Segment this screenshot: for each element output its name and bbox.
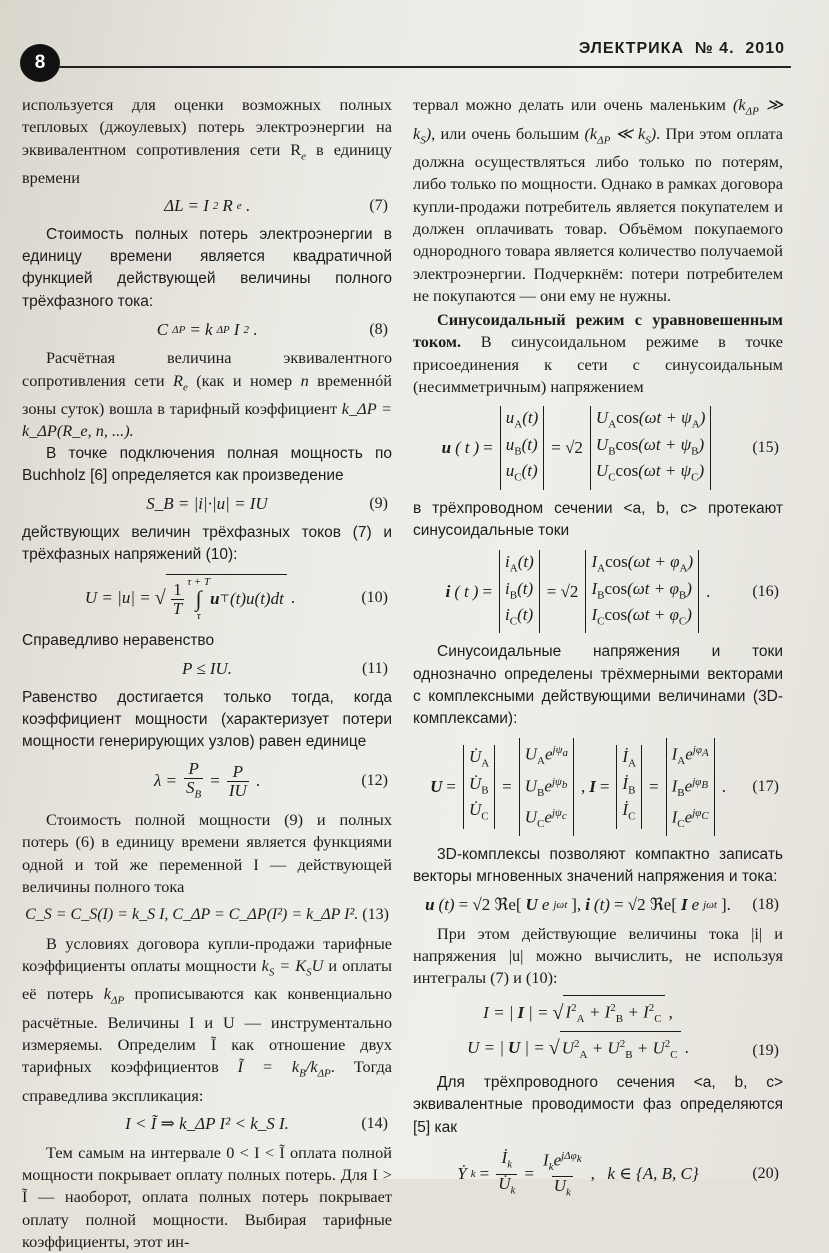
equation-20: Ẏ k = $\frac{İ_k}{U̇_k}$ = $\frac{I_ke^{j\Delta\varphi_k}}{U_k}$ , k ∈ {A, B, C} (20) xyxy=(413,1147,783,1201)
page-number-badge: 8 xyxy=(20,44,60,82)
paragraph: Равенство достигается только тогда, когда коэффициент мощности (характеризует потери мощности генерирующих узлов) равен единице xyxy=(22,688,392,751)
equation-11: P ≤ IU. (11) xyxy=(22,658,392,680)
header-rule xyxy=(58,66,791,68)
paragraph: тервал можно делать или очень маленьким ($k_{\Delta P}$ ≫ $k_S$), или очень большим ($k_{\Delta P}$ ≪ $k_S$). При этом оплата должна осуществляться либо только по потерям, либо только по мощности. Однако в рамках договора купли-продажи потребитель является покупателем и должен оплачивать товар. Объёмом покупаемого однородного товара является количество получаемой электроэнергии. Подчеркнём: потери потребителем не покупаются — они ему не нужны. xyxy=(413,95,783,305)
equation-number: (19) xyxy=(752,1041,779,1059)
equation-15: u ( t ) = $u_A(t)$ $u_B(t)$ $u_C(t)$ = √2 $U_A\cos(\omega t + \psi_A)$ $U_B\cos(\omega t + \psi_B)$ $U_C\cos(\omega t + \psi_C)$ (15) xyxy=(413,406,783,489)
paragraph: Стоимость полных потерь электроэнергии в единицу времени является квадратичной функцией действующей величины полного трёхфазного тока: xyxy=(22,225,392,310)
paragraph: Синусоидальные напряжения и токи однозначно определены трёхмерными векторами с комплексными действующими величинами (3D-комплексами): xyxy=(413,643,783,728)
equation-number: (9) xyxy=(369,495,388,513)
equation-number: (17) xyxy=(752,777,779,795)
paragraph: В точке подключения полная мощность по Buchholz [6] определяется как произведение xyxy=(22,444,392,484)
equation-13: C_S = C_S(I) = k_S I, C_ΔP = C_ΔP(I²) = k_ΔP I². (13) xyxy=(25,906,389,924)
equation-number: (20) xyxy=(752,1165,779,1183)
equation-10: U = |u| = √ $\frac{1}{T}$ τ + T ∫ τ u ⊤ (t)u(t)dt . (10) xyxy=(84,576,388,623)
paragraph: Для трёхпроводного сечения <a, b, c> эквивалентные проводимости фаз определяются [5] как xyxy=(413,1074,783,1136)
paragraph: При этом действующие величины тока |i| и напряжения |u| можно вычислить, не используя интегралы (7) и (10): xyxy=(413,923,783,988)
paragraph: в трёхпроводном сечении <a, b, c> протекают синусоидальные токи xyxy=(413,499,783,539)
equation-number: (11) xyxy=(361,660,388,678)
paragraph: В условиях договора купли-продажи тарифные коэффициенты оплаты мощности $k_S = K_SU$ и оплаты её потерь $k_{\Delta P}$ прописываются как конвенциально расчётные. Величины I и U — инструментально измеряемы. Определим Ĩ как отношение двух тарифных коэффициентов Ĩ = $k_B/k_{\Delta P}$. Тогда справедлива экспликация: xyxy=(22,933,393,1106)
paragraph: Тем самым на интервале 0 < I < Ĩ оплата полной мощности покрывает оплату полных потерь. Для I > Ĩ — наоборот, оплата полных потерь покрывает оплату полной мощности. Выбирая тарифные коэффициенты, этот ин- xyxy=(22,1142,392,1251)
paragraph: Расчётная величина эквивалентного сопротивления сети $R_e$ (как и номер n временнóй зоны суток) вошла в тарифный коэффициент k_ΔP = k_ΔP(R_e, n, ...). xyxy=(22,348,393,441)
issue-year: 2010 xyxy=(745,40,785,57)
equation-9: S_B = |i|·|u| = IU (9) xyxy=(22,493,392,515)
paragraph: Синусоидальный режим с уравновешенным током. В синусоидальном режиме в точке присоединения к сети с синусоидальным (несимметричным) напряжением xyxy=(413,310,783,397)
equation-19: I = | I | = √ $I^2_A + I^2_B + I^2_C$ , U = | U | = √ $U^2_A + U^2_B + U^2_C$ . (19) xyxy=(413,995,783,1066)
equation-number: (15) xyxy=(752,438,779,456)
running-header xyxy=(579,40,785,58)
paragraph: 3D-комплексы позволяют компактно записать векторы мгновенных значений напряжения и тока: xyxy=(413,845,783,885)
equation-number: (16) xyxy=(752,582,779,600)
equation-7: ΔL = I 2 R e . (7) xyxy=(22,195,392,217)
equation-number: (18) xyxy=(752,896,779,914)
equation-number: (14) xyxy=(361,1115,388,1133)
journal-title: ЭЛЕКТРИКА xyxy=(578,40,684,57)
equation-8: C ΔP = k ΔP I 2 . (8) xyxy=(22,319,392,341)
paragraph: используется для оценки возможных полных тепловых (джоулевых) потерь электроэнергии на эквивалентном сопротивления сети $R_e$ в единицу времени xyxy=(22,95,393,188)
equation-18: u (t) = √2 ℜe[ U e jωt ], i (t) = √2 ℜe[ I e jωt ]. (18) xyxy=(413,894,783,916)
equation-number: (10) xyxy=(361,588,388,606)
paragraph: Справедливо неравенство xyxy=(22,632,215,650)
paragraph: действующих величин трёхфазных токов (7) и трёхфазных напряжений (10): xyxy=(22,523,392,563)
equation-number: (7) xyxy=(369,197,388,215)
equation-14: I < Ĩ ⇒ k_ΔP I² < k_S I. (14) xyxy=(22,1113,392,1135)
equation-number: (8) xyxy=(369,320,388,338)
equation-number: (12) xyxy=(361,772,388,790)
issue-number: № 4. xyxy=(694,40,735,57)
paragraph: Стоимость полной мощности (9) и полных потерь (6) в единицу времени является функциями одной и той же переменной I — действующей величины полного тока xyxy=(22,810,392,896)
equation-16: i ( t ) = $i_A(t)$ $i_B(t)$ $i_C(t)$ = √2 $I_A\cos(\omega t + \varphi_A)$ $I_B\cos(\omega t + \varphi_B)$ $I_C\cos(\omega t + \varphi_C)$ . (16) xyxy=(413,550,783,633)
equation-12: λ = $\frac{P}{S_B}$ = $\frac{P}{IU}$ . (12) xyxy=(22,760,392,803)
equation-17: U = $U̇_A$ $U̇_B$ $U̇_C$ = $U_Ae^{j\psi_a}$ $U_Be^{j\psi_b}$ $U_Ce^{j\psi_c}$ , I = $İ_A$ $İ_B$ $İ_C$ = $I_Ae^{j\varphi_A}$ $I_Be^{j\varphi_B}$ $I_Ce^{j\varphi_C}$ . (17) xyxy=(413,738,783,835)
right-column xyxy=(413,94,783,1209)
left-column xyxy=(22,94,392,1253)
section-heading: Синусоидальный режим с уравновешенным током. xyxy=(413,310,783,352)
